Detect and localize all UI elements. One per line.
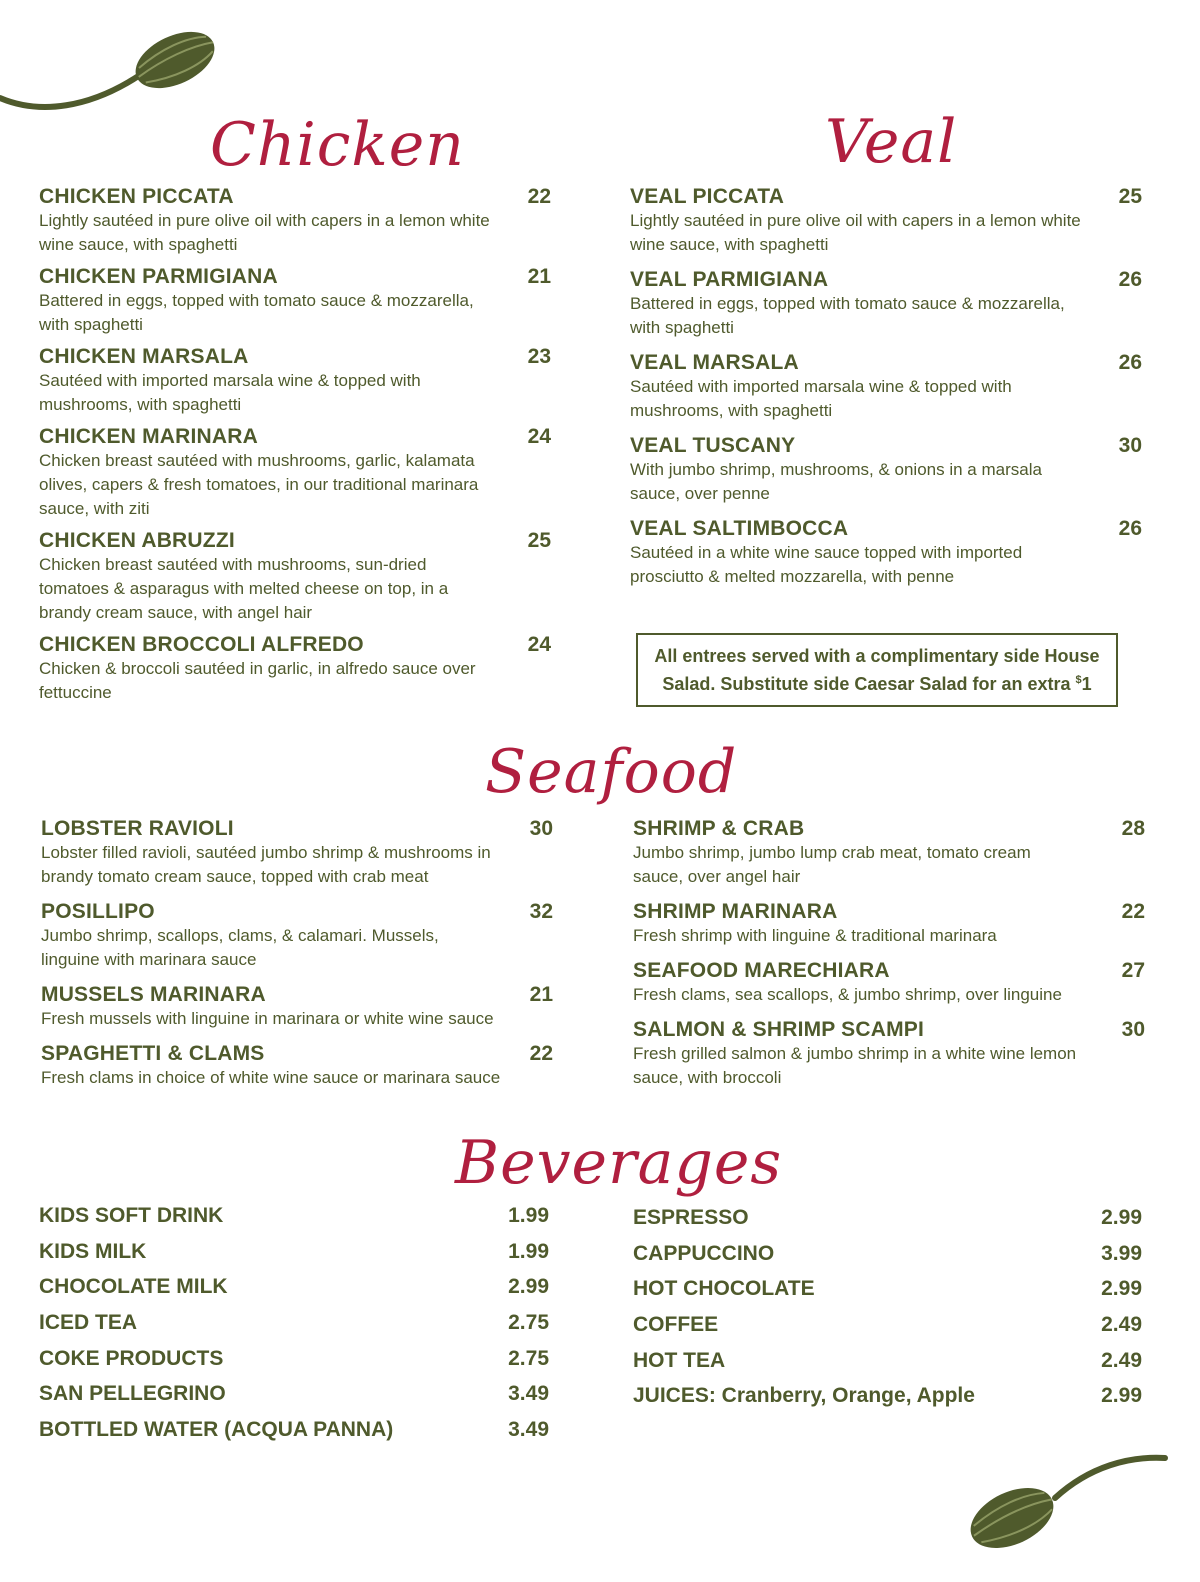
item-description: Sautéed with imported marsala wine & topped with mushrooms, with spaghetti bbox=[39, 371, 421, 414]
item-price: 22 bbox=[527, 185, 551, 208]
beverages-heading: Beverages bbox=[455, 1128, 783, 1198]
item-price: 21 bbox=[527, 265, 551, 288]
item-name: VEAL TUSCANY bbox=[630, 434, 796, 457]
menu-item bbox=[39, 345, 551, 417]
beverage-price: 2.75 bbox=[508, 1310, 549, 1334]
beverage-name: BOTTLED WATER (ACQUA PANNA) bbox=[39, 1417, 394, 1441]
beverage-price: 1.99 bbox=[508, 1239, 549, 1263]
item-name: VEAL PICCATA bbox=[630, 185, 785, 208]
item-price: 28 bbox=[1121, 817, 1145, 840]
item-description: Fresh mussels with linguine in marinara or white wine sauce bbox=[41, 1009, 494, 1028]
beverage-price: 2.49 bbox=[1101, 1348, 1142, 1372]
item-name: SPAGHETTI & CLAMS bbox=[41, 1042, 265, 1065]
menu-item bbox=[630, 434, 1142, 506]
beverage-row bbox=[633, 1307, 1142, 1343]
beverage-name: COKE PRODUCTS bbox=[39, 1346, 224, 1370]
beverage-name: COFFEE bbox=[633, 1312, 719, 1336]
item-price: 26 bbox=[1118, 351, 1142, 374]
leaf-vine-icon bbox=[0, 20, 230, 120]
item-name: CHICKEN PARMIGIANA bbox=[39, 265, 278, 288]
notice-text: All entrees served with a complimentary side House Salad. Substitute side Caesar Salad for an extra bbox=[654, 646, 1100, 694]
beverage-row bbox=[39, 1198, 549, 1234]
item-description: Jumbo shrimp, scallops, clams, & calamari. Mussels, linguine with marinara sauce bbox=[41, 926, 439, 969]
beverage-price: 2.99 bbox=[508, 1275, 549, 1299]
item-price: 30 bbox=[1121, 1018, 1145, 1041]
item-price: 25 bbox=[1118, 185, 1142, 208]
menu-item bbox=[41, 983, 553, 1031]
veal-heading: Veal bbox=[825, 107, 958, 177]
beverage-row bbox=[633, 1236, 1142, 1272]
menu-item bbox=[633, 817, 1145, 889]
item-name: SHRIMP MARINARA bbox=[633, 900, 838, 923]
leaf-vine-icon bbox=[960, 1448, 1180, 1558]
seafood-list-left bbox=[41, 817, 553, 1101]
item-price: 27 bbox=[1121, 959, 1145, 982]
item-name: VEAL SALTIMBOCCA bbox=[630, 517, 849, 540]
beverages-list-left bbox=[39, 1198, 549, 1448]
item-name: VEAL MARSALA bbox=[630, 351, 799, 374]
beverage-name: HOT TEA bbox=[633, 1348, 726, 1372]
menu-item bbox=[630, 351, 1142, 423]
chicken-list bbox=[39, 185, 551, 713]
item-price: 30 bbox=[1118, 434, 1142, 457]
menu-item bbox=[633, 1018, 1145, 1090]
menu-item bbox=[39, 633, 551, 705]
item-description: Fresh clams in choice of white wine sauce or marinara sauce bbox=[41, 1068, 501, 1087]
item-price: 24 bbox=[527, 633, 551, 656]
item-name: SHRIMP & CRAB bbox=[633, 817, 805, 840]
item-price: 25 bbox=[527, 529, 551, 552]
item-description: Sautéed with imported marsala wine & topped with mushrooms, with spaghetti bbox=[630, 377, 1012, 420]
beverage-price: 3.99 bbox=[1101, 1241, 1142, 1265]
menu-item bbox=[39, 265, 551, 337]
item-description: Battered in eggs, topped with tomato sauce & mozzarella, with spaghetti bbox=[630, 294, 1065, 337]
item-price: 23 bbox=[527, 345, 551, 368]
beverage-price: 3.49 bbox=[508, 1417, 549, 1441]
item-price: 30 bbox=[529, 817, 553, 840]
menu-item bbox=[39, 185, 551, 257]
beverages-list-right bbox=[633, 1200, 1142, 1414]
item-description: Sautéed in a white wine sauce topped with imported prosciutto & melted mozzarella, with penne bbox=[630, 543, 1023, 586]
beverage-name: KIDS MILK bbox=[39, 1239, 147, 1263]
item-description: Chicken breast sautéed with mushrooms, sun-dried tomatoes & asparagus with melted cheese on top, in a brandy cream sauce, with angel hair bbox=[39, 555, 449, 622]
item-name: SALMON & SHRIMP SCAMPI bbox=[633, 1018, 925, 1041]
item-price: 24 bbox=[527, 425, 551, 448]
beverage-name: KIDS SOFT DRINK bbox=[39, 1203, 224, 1227]
item-name: CHICKEN MARINARA bbox=[39, 425, 259, 448]
item-name: LOBSTER RAVIOLI bbox=[41, 817, 234, 840]
item-description: Lightly sautéed in pure olive oil with capers in a lemon white wine sauce, with spaghetti bbox=[630, 211, 1081, 254]
menu-item bbox=[41, 900, 553, 972]
item-price: 22 bbox=[1121, 900, 1145, 923]
chicken-heading: Chicken bbox=[210, 110, 465, 180]
item-name: CHICKEN PICCATA bbox=[39, 185, 234, 208]
seafood-list-right bbox=[633, 817, 1145, 1101]
item-description: Chicken & broccoli sautéed in garlic, in alfredo sauce over fettuccine bbox=[39, 659, 476, 702]
item-name: SEAFOOD MARECHIARA bbox=[633, 959, 890, 982]
item-description: With jumbo shrimp, mushrooms, & onions in a marsala sauce, over penne bbox=[630, 460, 1042, 503]
item-price: 22 bbox=[529, 1042, 553, 1065]
item-price: 32 bbox=[529, 900, 553, 923]
item-description: Fresh clams, sea scallops, & jumbo shrimp, over linguine bbox=[633, 985, 1062, 1004]
item-name: VEAL PARMIGIANA bbox=[630, 268, 829, 291]
item-name: POSILLIPO bbox=[41, 900, 155, 923]
beverage-name: CHOCOLATE MILK bbox=[39, 1275, 228, 1299]
item-description: Fresh shrimp with linguine & traditional marinara bbox=[633, 926, 997, 945]
beverage-name: HOT CHOCOLATE bbox=[633, 1277, 815, 1301]
item-description: Chicken breast sautéed with mushrooms, garlic, kalamata olives, capers & fresh tomatoes, in our traditional marinara sauce, with ziti bbox=[39, 451, 479, 518]
menu-item bbox=[630, 185, 1142, 257]
item-name: MUSSELS MARINARA bbox=[41, 983, 266, 1006]
beverage-row bbox=[39, 1412, 549, 1448]
item-name: CHICKEN ABRUZZI bbox=[39, 529, 235, 552]
item-description: Battered in eggs, topped with tomato sauce & mozzarella, with spaghetti bbox=[39, 291, 474, 334]
beverage-row bbox=[39, 1305, 549, 1341]
beverage-price: 1.99 bbox=[508, 1203, 549, 1227]
beverage-name: CAPPUCCINO bbox=[633, 1241, 775, 1265]
menu-item bbox=[633, 900, 1145, 948]
beverage-row bbox=[39, 1376, 549, 1412]
menu-item bbox=[630, 268, 1142, 340]
beverage-name: JUICES: Cranberry, Orange, Apple bbox=[633, 1384, 975, 1408]
item-price: 21 bbox=[529, 983, 553, 1006]
beverage-price: 3.49 bbox=[508, 1382, 549, 1406]
menu-item bbox=[41, 1042, 553, 1090]
beverage-row bbox=[39, 1269, 549, 1305]
beverage-row bbox=[39, 1234, 549, 1270]
seafood-heading: Seafood bbox=[485, 737, 738, 807]
item-description: Lightly sautéed in pure olive oil with capers in a lemon white wine sauce, with spaghetti bbox=[39, 211, 490, 254]
beverage-price: 2.99 bbox=[1101, 1384, 1142, 1408]
menu-item bbox=[630, 517, 1142, 589]
beverage-price: 2.99 bbox=[1101, 1277, 1142, 1301]
beverage-name: SAN PELLEGRINO bbox=[39, 1382, 226, 1406]
item-description: Fresh grilled salmon & jumbo shrimp in a white wine lemon sauce, with broccoli bbox=[633, 1044, 1077, 1087]
menu-item bbox=[41, 817, 553, 889]
notice-amount: 1 bbox=[1081, 674, 1092, 694]
item-description: Lobster filled ravioli, sautéed jumbo shrimp & mushrooms in brandy tomato cream sauce, topped with crab meat bbox=[41, 843, 491, 886]
beverage-row bbox=[633, 1200, 1142, 1236]
salad-notice bbox=[636, 633, 1118, 707]
menu-item bbox=[633, 959, 1145, 1007]
beverage-row bbox=[633, 1343, 1142, 1379]
menu-item bbox=[39, 529, 551, 625]
veal-list bbox=[630, 185, 1142, 600]
beverage-row bbox=[633, 1378, 1142, 1414]
item-description: Jumbo shrimp, jumbo lump crab meat, tomato cream sauce, over angel hair bbox=[633, 843, 1031, 886]
beverage-name: ESPRESSO bbox=[633, 1205, 749, 1229]
beverage-name: ICED TEA bbox=[39, 1310, 138, 1334]
beverage-price: 2.75 bbox=[508, 1346, 549, 1370]
beverage-price: 2.49 bbox=[1101, 1312, 1142, 1336]
beverage-price: 2.99 bbox=[1101, 1205, 1142, 1229]
beverage-row bbox=[633, 1271, 1142, 1307]
item-price: 26 bbox=[1118, 268, 1142, 291]
notice-currency: $ bbox=[1075, 674, 1082, 686]
item-price: 26 bbox=[1118, 517, 1142, 540]
beverage-row bbox=[39, 1341, 549, 1377]
item-name: CHICKEN MARSALA bbox=[39, 345, 249, 368]
menu-item bbox=[39, 425, 551, 521]
item-name: CHICKEN BROCCOLI ALFREDO bbox=[39, 633, 364, 656]
